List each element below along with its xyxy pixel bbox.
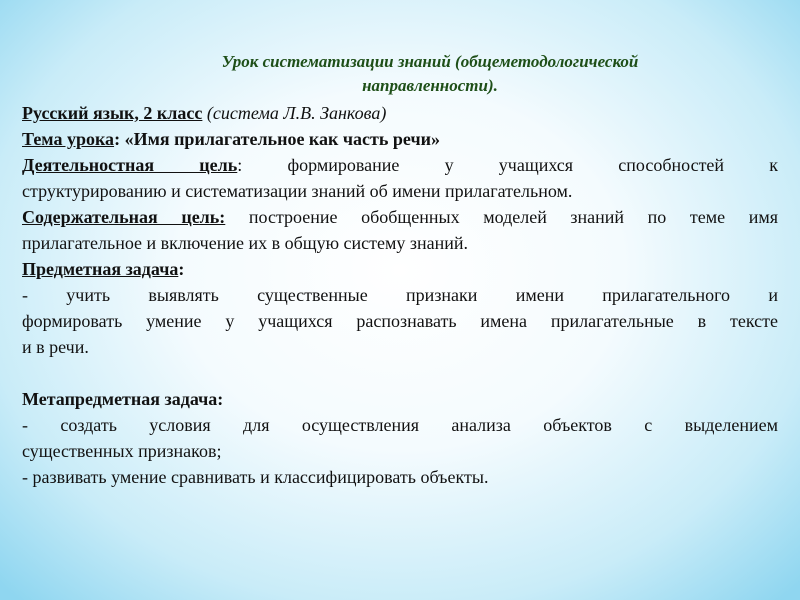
activity-goal-label: Деятельностная цель — [22, 155, 238, 175]
subject-line — [22, 100, 778, 126]
meta-task-heading: Метапредметная задача: — [22, 389, 224, 409]
lesson-title-line1: Урок систематизации знаний (общеметодологической — [221, 52, 639, 71]
meta-task-line3: - развивать умение сравнивать и классифицировать объекты. — [22, 467, 489, 487]
topic-label: Тема урока — [22, 129, 115, 149]
topic-colon: : — [114, 129, 121, 149]
lesson-title-line2: направленности). — [362, 76, 498, 95]
meta-task-line2: существенных признаков; — [22, 441, 222, 461]
subject-label: Русский язык, 2 класс — [22, 103, 203, 123]
topic-line — [22, 126, 778, 152]
content-goal-label: Содержательная цель: — [22, 207, 226, 227]
meta-task-line1: - создать условия для осуществления анализа объектов с выделением — [22, 415, 778, 435]
activity-goal-line1 — [22, 152, 778, 178]
content-goal-line2: прилагательное и включение их в общую систему знаний. — [22, 233, 469, 253]
subject-task-line2: формировать умение у учащихся распознавать имена прилагательные в тексте — [22, 311, 778, 331]
subject-task-line3: и в речи. — [22, 337, 89, 357]
subject-task-colon: : — [178, 259, 185, 279]
slide-content — [22, 50, 778, 490]
activity-goal-text1: : формирование у учащихся способностей к — [237, 155, 778, 175]
subject-system: (система Л.В. Занкова) — [206, 103, 387, 123]
activity-goal-line2: структурированию и систематизации знаний об имени прилагательном. — [22, 181, 573, 201]
content-goal-line1 — [22, 204, 778, 230]
lesson-title — [22, 50, 778, 98]
spacer — [22, 360, 778, 386]
subject-task-heading — [22, 256, 778, 282]
content-goal-text1: построение обобщенных моделей знаний по теме имя — [225, 207, 778, 227]
subject-task-label: Предметная задача — [22, 259, 179, 279]
subject-task-line1: - учить выявлять существенные признаки имени прилагательного и — [22, 285, 778, 305]
topic-value: «Имя прилагательное как часть речи» — [120, 129, 440, 149]
